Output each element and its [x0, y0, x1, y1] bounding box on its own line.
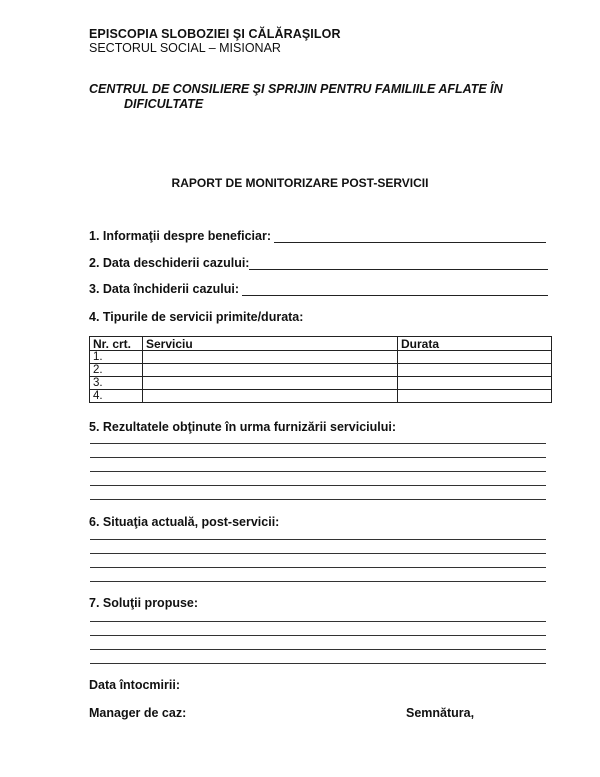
solutii-label: 7. Soluţii propuse:	[89, 596, 199, 610]
row-number: 2.	[90, 364, 143, 377]
field-data-inchidere-line[interactable]	[242, 283, 548, 296]
data-intocmirii-label: Data întocmirii:	[89, 678, 180, 692]
semnatura-label: Semnătura,	[406, 706, 475, 720]
field-beneficiar-line[interactable]	[274, 230, 546, 243]
row-number: 4.	[90, 390, 143, 403]
serviciu-cell[interactable]	[143, 364, 398, 377]
center-name-line1: CENTRUL DE CONSILIERE ŞI SPRIJIN PENTRU FAMILIILE AFLATE ÎN	[89, 82, 503, 96]
row-number: 3.	[90, 377, 143, 390]
durata-cell[interactable]	[398, 351, 552, 364]
field-data-inchidere-label: 3. Data închiderii cazului:	[89, 282, 240, 296]
durata-cell[interactable]	[398, 364, 552, 377]
field-data-deschidere-label: 2. Data deschiderii cazului:	[89, 256, 250, 270]
durata-cell[interactable]	[398, 390, 552, 403]
solutii-line-3[interactable]	[90, 649, 546, 650]
rezultate-label: 5. Rezultatele obţinute în urma furnizării serviciului:	[89, 420, 397, 434]
rezultate-line-1[interactable]	[90, 443, 546, 444]
column-header-serviciu: Serviciu	[143, 337, 398, 351]
rezultate-line-4[interactable]	[90, 485, 546, 486]
department-name: SECTORUL SOCIAL – MISIONAR	[89, 41, 281, 55]
solutii-line-1[interactable]	[90, 621, 546, 622]
field-beneficiar-label: 1. Informaţii despre beneficiar:	[89, 229, 271, 243]
situatia-line-2[interactable]	[90, 553, 546, 554]
column-header-nr: Nr. crt.	[90, 337, 143, 351]
serviciu-cell[interactable]	[143, 351, 398, 364]
situatia-label: 6. Situaţia actuală, post-servicii:	[89, 515, 280, 529]
table-row	[90, 390, 552, 403]
row-number: 1.	[90, 351, 143, 364]
field-data-inchidere	[89, 282, 548, 296]
center-name-line2: DIFICULTATE	[124, 97, 204, 111]
situatia-line-4[interactable]	[90, 581, 546, 582]
serviciu-cell[interactable]	[143, 390, 398, 403]
rezultate-line-2[interactable]	[90, 457, 546, 458]
table-header-row	[90, 337, 552, 351]
durata-cell[interactable]	[398, 377, 552, 390]
table-row	[90, 377, 552, 390]
rezultate-line-3[interactable]	[90, 471, 546, 472]
solutii-line-4[interactable]	[90, 663, 546, 664]
column-header-durata: Durata	[398, 337, 552, 351]
organization-name: EPISCOPIA SLOBOZIEI ŞI CĂLĂRAŞILOR	[89, 27, 341, 41]
field-data-deschidere-line[interactable]	[249, 257, 548, 270]
manager-label: Manager de caz:	[89, 706, 187, 720]
solutii-line-2[interactable]	[90, 635, 546, 636]
field-data-deschidere	[89, 256, 548, 270]
situatia-line-3[interactable]	[90, 567, 546, 568]
services-label: 4. Tipurile de servicii primite/durata:	[89, 310, 304, 324]
rezultate-line-5[interactable]	[90, 499, 546, 500]
table-row	[90, 364, 552, 377]
field-beneficiar	[89, 229, 546, 243]
serviciu-cell[interactable]	[143, 377, 398, 390]
situatia-line-1[interactable]	[90, 539, 546, 540]
table-row	[90, 351, 552, 364]
services-table	[89, 336, 552, 403]
page-title: RAPORT DE MONITORIZARE POST-SERVICII	[171, 176, 429, 190]
